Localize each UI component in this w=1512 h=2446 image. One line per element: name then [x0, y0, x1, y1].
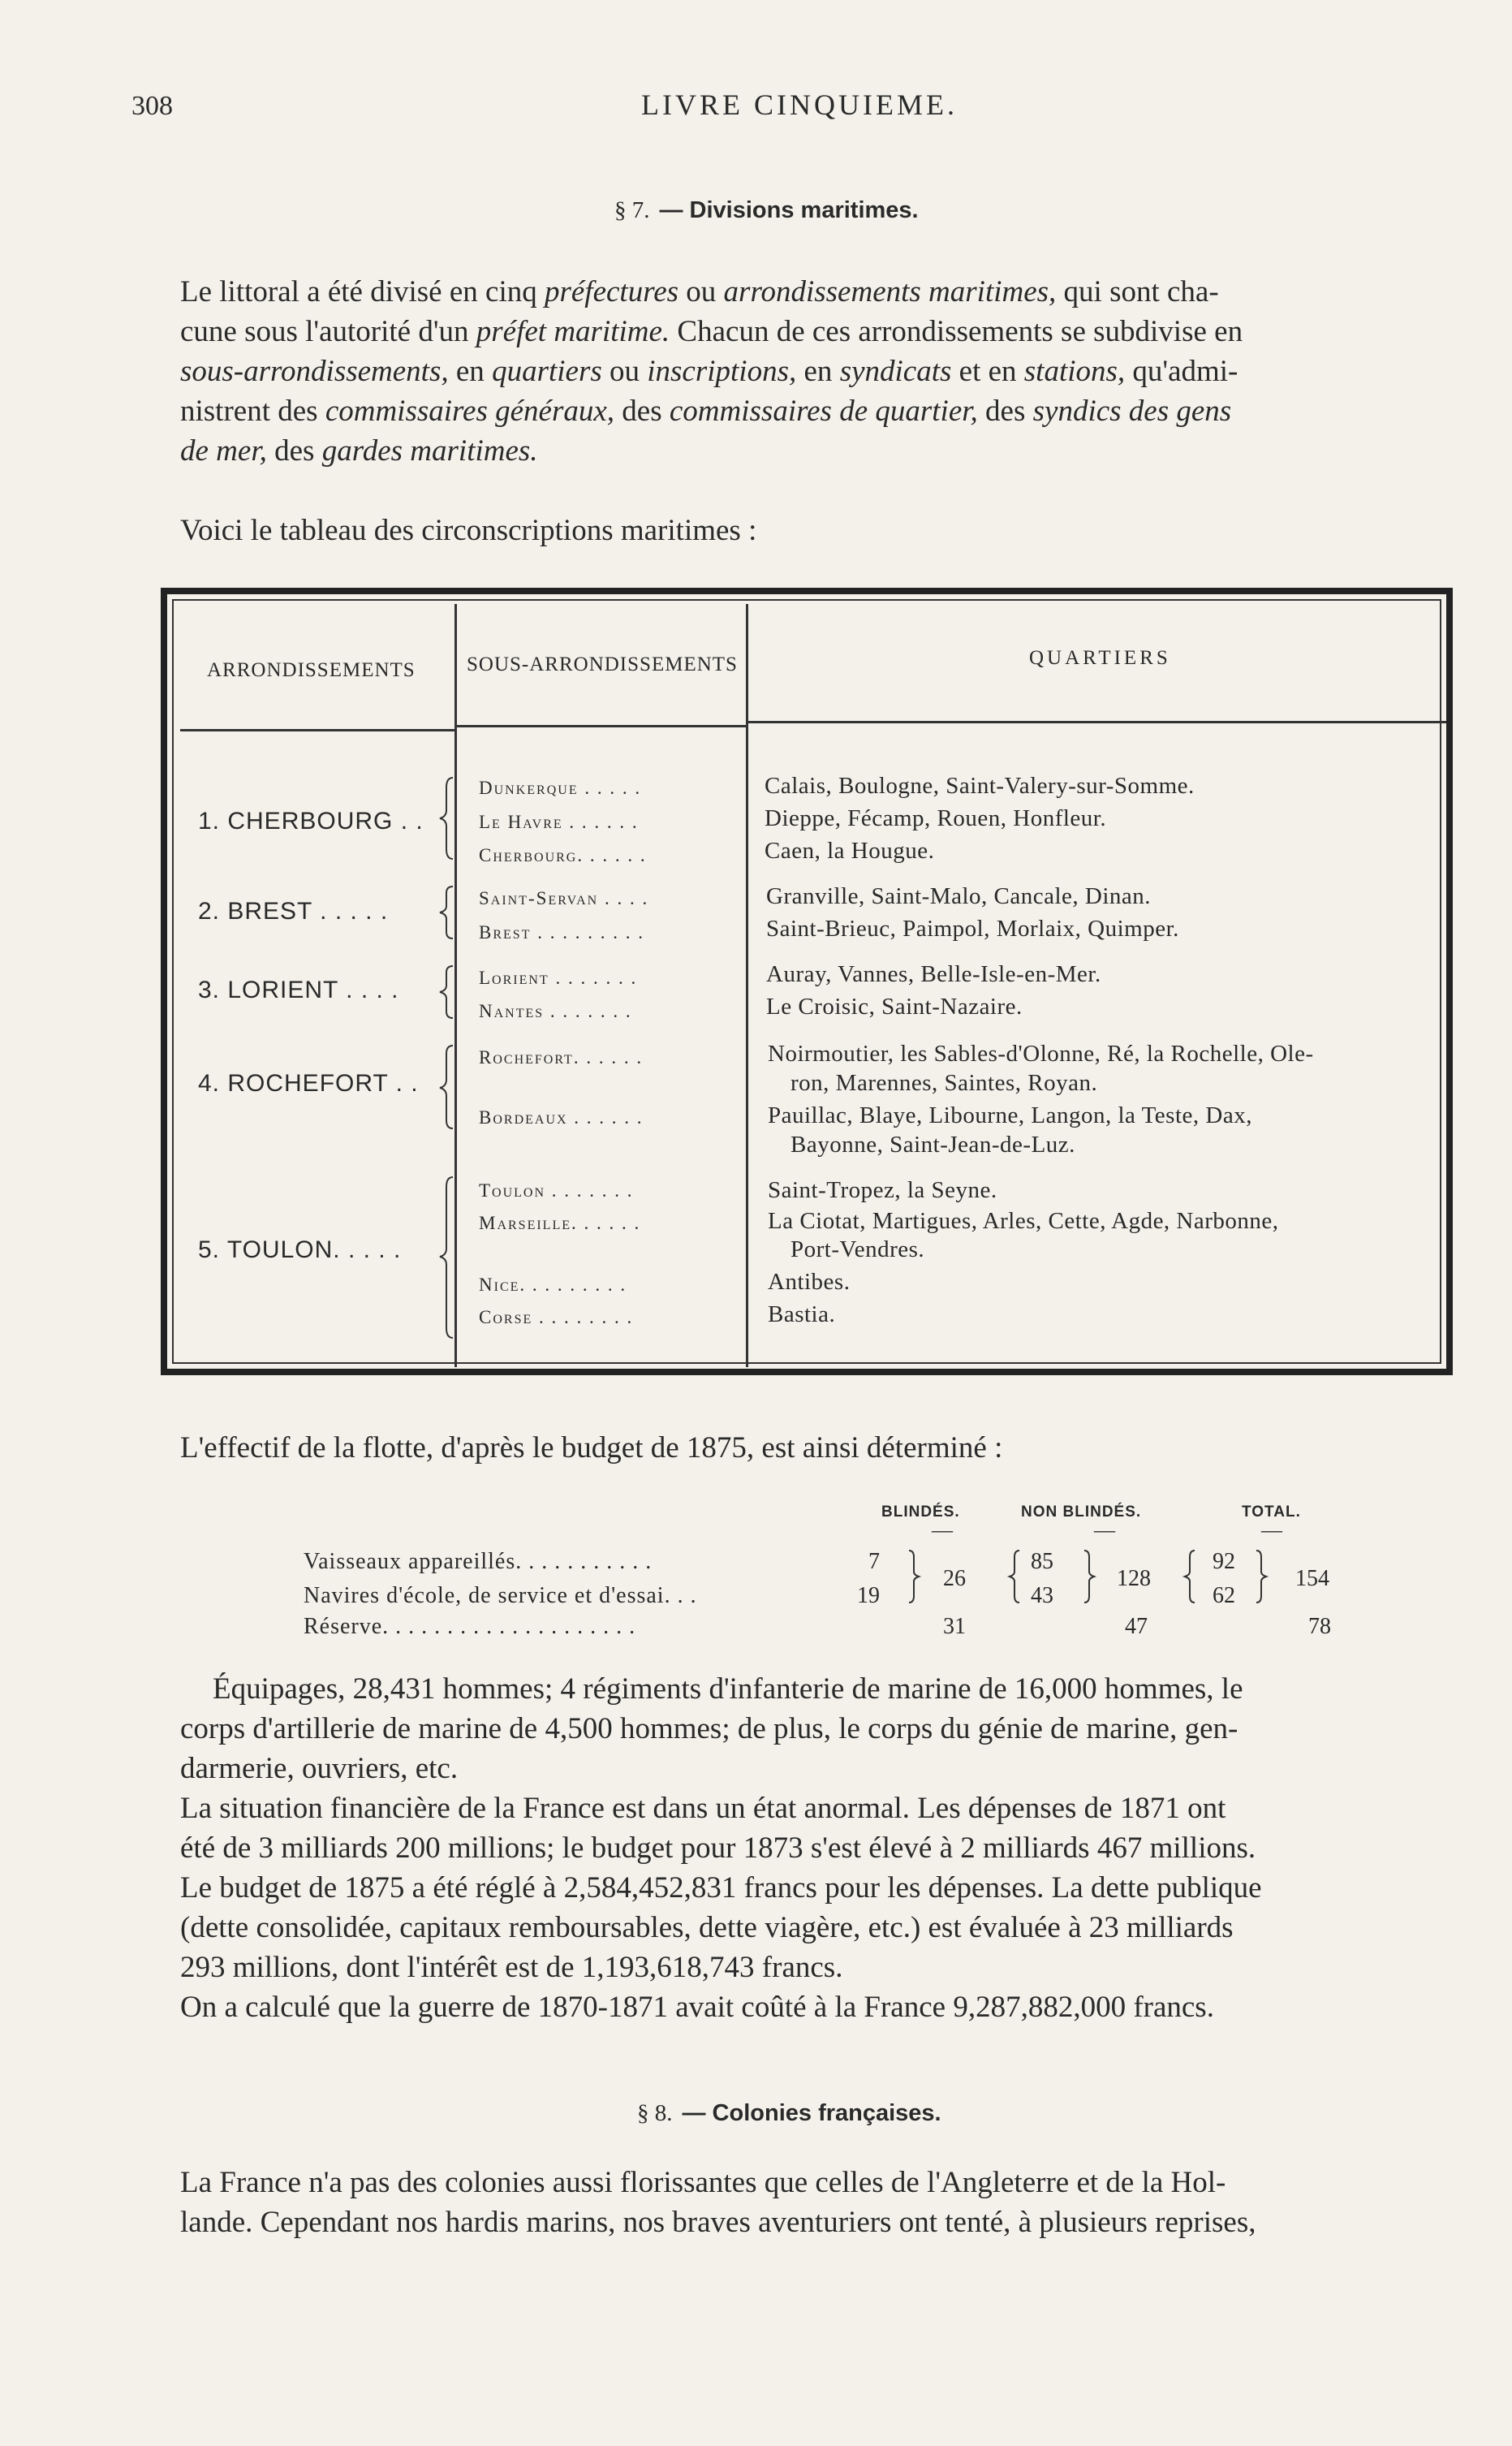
text-run: qu'admi- — [1125, 355, 1238, 388]
text-run: et en — [951, 355, 1024, 388]
line: Le budget de 1875 a été réglé à 2,584,452,831 francs pour les dépenses. La dette publique — [180, 1871, 1262, 1905]
table-intro: Voici le tableau des circonscriptions maritimes : — [180, 514, 757, 547]
text-run: des — [266, 434, 322, 468]
column-header-quartiers: QUARTIERS — [1029, 647, 1171, 669]
sous-nice: Nice. . . . . . . . . — [479, 1275, 627, 1295]
italic-term: gardes maritimes. — [321, 434, 538, 468]
divisions-paragraph — [180, 272, 1469, 471]
text-run: des — [614, 395, 670, 428]
italic-term: commissaires généraux, — [325, 395, 615, 428]
fleet-intro: L'effectif de la flotte, d'après le budget de 1875, est ainsi déterminé : — [180, 1431, 1003, 1465]
line — [180, 312, 1469, 352]
sous-lorient: Lorient . . . . . . . — [479, 968, 638, 988]
line: lande. Cependant nos hardis marins, nos braves aventuriers ont tenté, à plusieurs reprises, — [180, 2206, 1256, 2239]
line: été de 3 milliards 200 millions; le budget pour 1873 s'est élevé à 2 milliards 467 millions. — [180, 1831, 1256, 1865]
quartier-row: Dieppe, Fécamp, Rouen, Honfleur. — [765, 805, 1107, 831]
value: 85 — [1031, 1549, 1053, 1574]
brace — [1256, 1551, 1266, 1603]
line: La France n'a pas des colonies aussi florissantes que celles de l'Angleterre et de la Hol- — [180, 2166, 1226, 2199]
col-total: TOTAL. — [1242, 1503, 1301, 1521]
text-run: en — [796, 355, 840, 388]
subtotal: 128 — [1117, 1566, 1151, 1591]
header-rule — [748, 721, 1446, 723]
sous-marseille: Marseille. . . . . . — [479, 1213, 641, 1233]
arrondissement-rochefort: 4. ROCHEFORT . . — [198, 1070, 419, 1097]
fleet-row-label: Vaisseaux appareillés. . . . . . . . . . . — [304, 1549, 653, 1574]
brace — [1010, 1551, 1019, 1603]
colonies-paragraph — [180, 2163, 1469, 2242]
sous-le-havre: Le Havre . . . . . . — [479, 812, 639, 832]
arrondissement-cherbourg: 1. CHERBOURG . . — [198, 808, 424, 835]
line — [180, 391, 1469, 431]
arrondissement-brest: 2. BREST . . . . . — [198, 898, 389, 925]
sous-toulon: Toulon . . . . . . . — [479, 1180, 634, 1201]
column-header-arrondissements: ARRONDISSEMENTS — [207, 659, 416, 681]
text-run: nistrent des — [180, 395, 325, 428]
quartier-row: Saint-Tropez, la Seyne. — [768, 1177, 997, 1203]
column-header-sous-arrondissements: SOUS-ARRONDISSEMENTS — [467, 654, 738, 675]
brace — [440, 966, 453, 1018]
text-run: ou — [678, 275, 724, 308]
dash: — — [1094, 1518, 1115, 1542]
dash: — — [932, 1518, 953, 1542]
line: 293 millions, dont l'intérêt est de 1,193,618,743 francs. — [180, 1951, 843, 1984]
quartier-row: Bastia. — [768, 1301, 836, 1327]
value: 47 — [1125, 1614, 1148, 1639]
sous-corse: Corse . . . . . . . . — [479, 1307, 634, 1327]
quartier-row: Saint-Brieuc, Paimpol, Morlaix, Quimper. — [766, 916, 1179, 942]
text-run: Le littoral a été divisé en cinq — [180, 275, 545, 308]
section-8-heading — [637, 2100, 941, 2127]
line — [180, 352, 1469, 391]
quartier-row: Pauillac, Blaye, Libourne, Langon, la Teste, Dax, — [768, 1102, 1252, 1128]
running-title: LIVRE CINQUIEME. — [641, 88, 958, 121]
text-run: des — [977, 395, 1033, 428]
italic-term: inscriptions, — [647, 355, 797, 388]
subtotal: 26 — [943, 1566, 966, 1591]
brace — [909, 1551, 919, 1603]
sous-bordeaux: Bordeaux . . . . . . — [479, 1107, 644, 1128]
quartier-row: Antibes. — [768, 1269, 851, 1295]
text-run: Chacun de ces arrondissements se subdivise en — [670, 315, 1243, 348]
text-run: cune sous l'autorité d'un — [180, 315, 476, 348]
italic-term: syndics des gens — [1032, 395, 1232, 428]
quartier-row: ron, Marennes, Saintes, Royan. — [790, 1070, 1098, 1096]
italic-term: arrondissements maritimes, — [723, 275, 1057, 308]
sous-cherbourg: Cherbourg. . . . . . — [479, 845, 647, 865]
line — [180, 272, 1469, 312]
brace — [440, 1046, 453, 1128]
brace — [440, 778, 453, 859]
line: Équipages, 28,431 hommes; 4 régiments d'infanterie de marine de 16,000 hommes, le — [213, 1672, 1243, 1706]
line: On a calculé que la guerre de 1870-1871 avait coûté à la France 9,287,882,000 francs. — [180, 1991, 1214, 2024]
line: (dette consolidée, capitaux remboursables, dette viagère, etc.) est évaluée à 23 milliards — [180, 1911, 1234, 1944]
italic-term: de mer, — [180, 434, 267, 468]
dash: — — [1261, 1518, 1282, 1542]
italic-term: stations, — [1023, 355, 1126, 388]
page-number: 308 — [131, 91, 173, 121]
value: 19 — [857, 1583, 880, 1608]
text-run: qui sont cha- — [1056, 275, 1219, 308]
value: 78 — [1308, 1614, 1331, 1639]
brace — [440, 887, 453, 938]
body-paragraph-guerre — [180, 1987, 1469, 2027]
col-blindes: BLINDÉS. — [881, 1503, 960, 1521]
value: 7 — [868, 1549, 880, 1574]
fleet-row-label: Réserve. . . . . . . . . . . . . . . . . . . . — [304, 1614, 636, 1639]
italic-term: préfectures — [544, 275, 679, 308]
text-run: en — [448, 355, 493, 388]
section-title: — Colonies françaises. — [682, 2100, 941, 2126]
arrondissement-toulon: 5. TOULON. . . . . — [198, 1236, 402, 1263]
brace — [440, 1177, 453, 1338]
brace — [1185, 1551, 1195, 1603]
quartier-row: Granville, Saint-Malo, Cancale, Dinan. — [766, 883, 1152, 909]
section-symbol: § 8. — [637, 2100, 673, 2126]
value: 92 — [1213, 1549, 1235, 1574]
value: 62 — [1213, 1583, 1235, 1608]
quartier-row: Calais, Boulogne, Saint-Valery-sur-Somme. — [765, 773, 1195, 799]
sous-brest: Brest . . . . . . . . . — [479, 922, 644, 943]
grouping-braces — [438, 771, 471, 1356]
arrondissement-lorient: 3. LORIENT . . . . — [198, 977, 399, 1003]
sous-rochefort: Rochefort. . . . . . — [479, 1047, 644, 1068]
subtotal: 154 — [1295, 1566, 1329, 1591]
line — [180, 431, 1469, 471]
quartier-row: Le Croisic, Saint-Nazaire. — [766, 994, 1023, 1020]
value: 43 — [1031, 1583, 1053, 1608]
italic-term: préfet maritime. — [476, 315, 670, 348]
value: 31 — [943, 1614, 966, 1639]
italic-term: syndicats — [839, 355, 952, 388]
line: La situation financière de la France est dans un état anormal. Les dépenses de 1871 ont — [180, 1792, 1226, 1825]
brace — [1084, 1551, 1094, 1603]
fleet-row-label: Navires d'école, de service et d'essai. . . — [304, 1583, 697, 1608]
section-symbol: § 7. — [614, 197, 650, 223]
section-title: — Divisions maritimes. — [659, 197, 919, 223]
body-paragraph-equipages — [180, 1669, 1469, 1788]
quartier-row: Bayonne, Saint-Jean-de-Luz. — [790, 1132, 1075, 1158]
quartier-row: Caen, la Hougue. — [765, 838, 935, 864]
italic-term: sous-arrondissements, — [180, 355, 449, 388]
quartier-row: Auray, Vannes, Belle-Isle-en-Mer. — [766, 961, 1101, 987]
quartier-row: La Ciotat, Martigues, Arles, Cette, Agde, Narbonne, — [768, 1208, 1279, 1234]
header-rule — [457, 725, 746, 727]
text-run: ou — [601, 355, 648, 388]
section-7-heading — [614, 197, 919, 224]
italic-term: commissaires de quartier, — [669, 395, 978, 428]
line: corps d'artillerie de marine de 4,500 hommes; de plus, le corps du génie de marine, gen- — [180, 1712, 1238, 1745]
body-paragraph-finances — [180, 1788, 1469, 1987]
quartier-row: Port-Vendres. — [790, 1236, 925, 1262]
quartier-row: Noirmoutier, les Sables-d'Olonne, Ré, la Rochelle, Ole- — [768, 1041, 1314, 1067]
sous-nantes: Nantes . . . . . . . — [479, 1001, 632, 1021]
column-divider — [746, 604, 748, 1367]
sous-saint-servan: Saint-Servan . . . . — [479, 888, 649, 908]
line: darmerie, ouvriers, etc. — [180, 1752, 459, 1785]
header-rule — [180, 729, 454, 731]
sous-dunkerque: Dunkerque . . . . . — [479, 778, 642, 798]
col-non-blindes: NON BLINDÉS. — [1021, 1503, 1142, 1521]
fleet-braces — [901, 1546, 1355, 1611]
italic-term: quartiers — [492, 355, 602, 388]
